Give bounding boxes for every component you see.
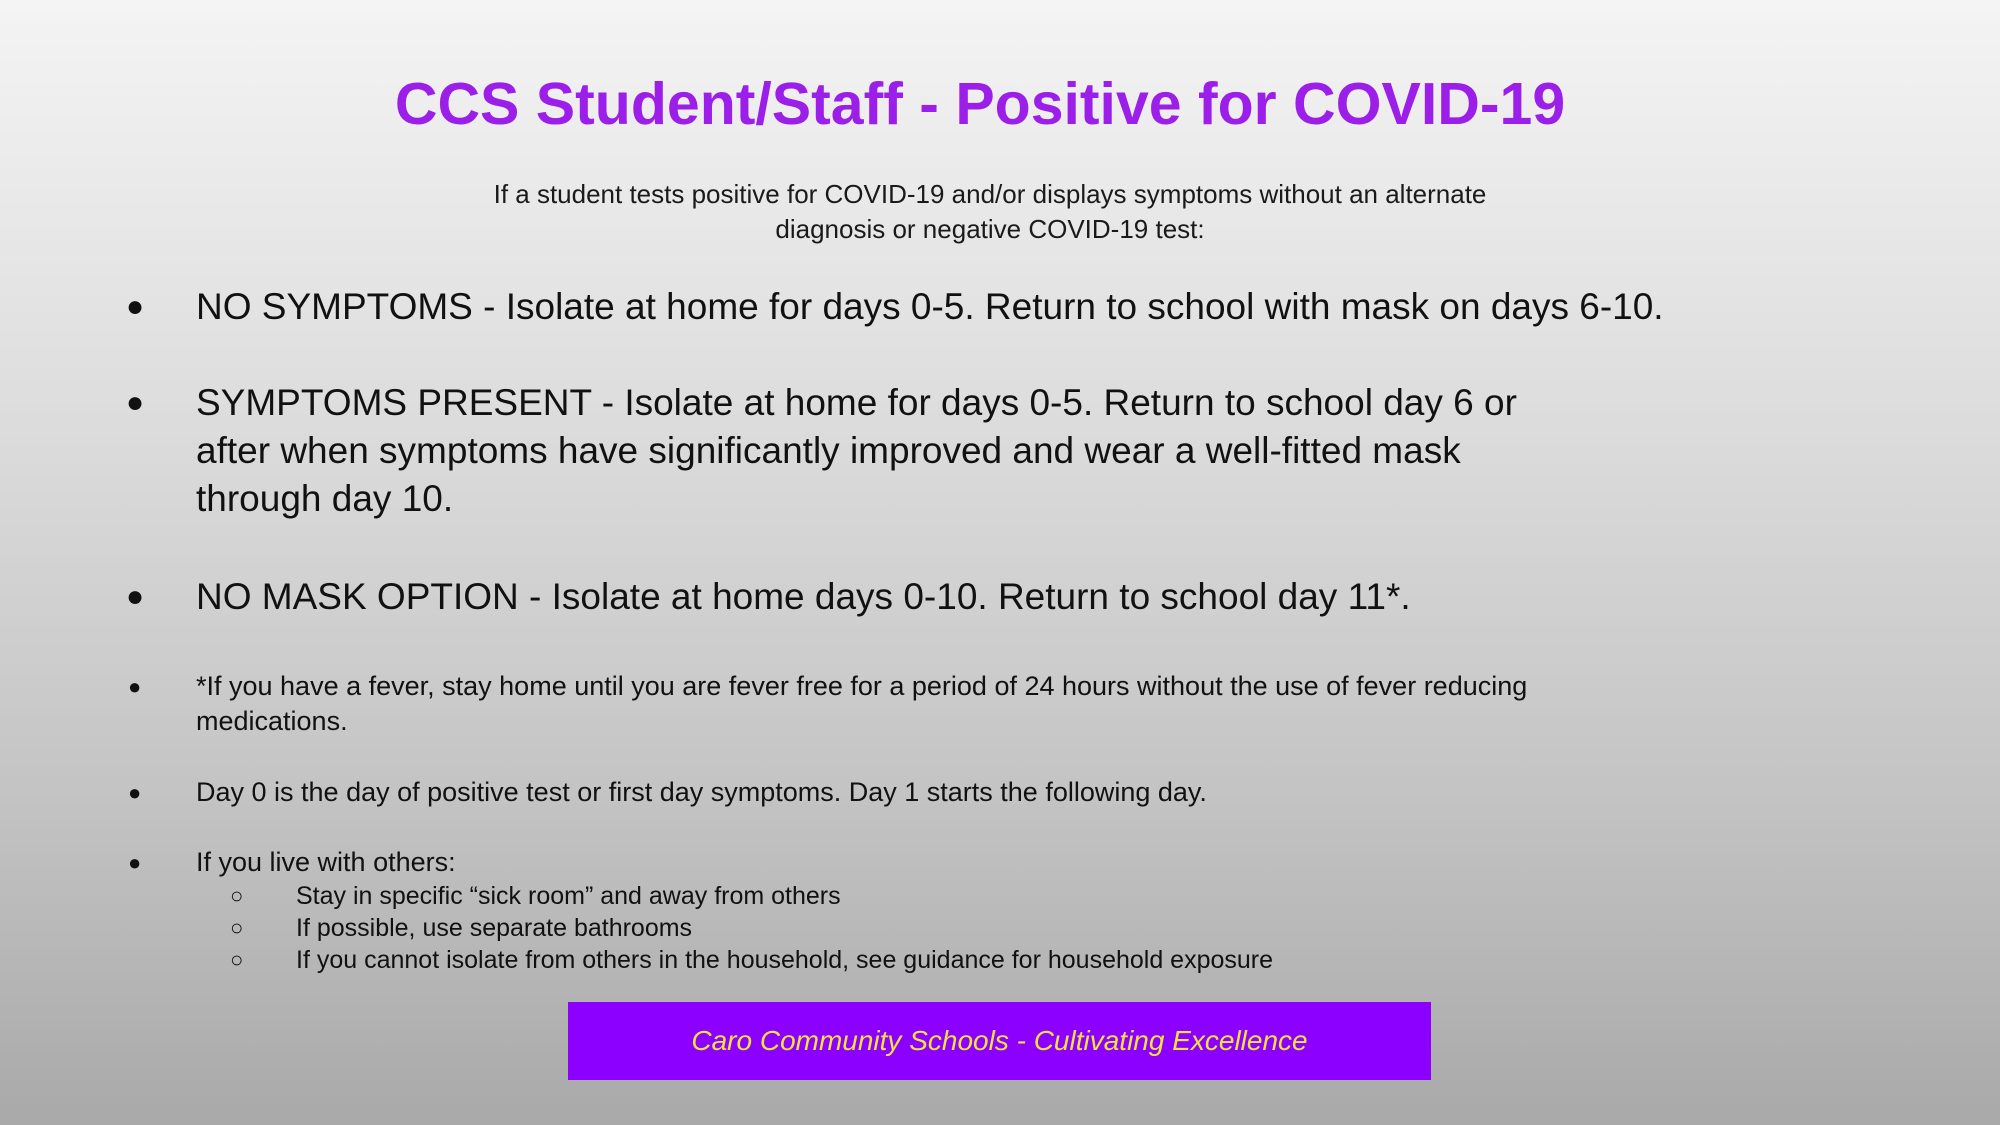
intro-line-1: If a student tests positive for COVID-19 and/or displays symptoms without an alternate (493, 179, 1487, 209)
circle-bullet-icon: ○ (230, 915, 244, 940)
note-text: If you live with others: (196, 847, 456, 877)
main-item-line-1: SYMPTOMS PRESENT - Isolate at home for days 0-5. Return to school day 6 or (196, 382, 1517, 423)
note-line-1: *If you have a fever, stay home until you are fever free for a period of 24 hours without the use of fever reducing (196, 671, 1528, 701)
footer-text: Caro Community Schools - Cultivating Excellence (691, 1025, 1308, 1056)
bullet-icon: ● (126, 580, 145, 613)
circle-bullet-icon: ○ (230, 883, 244, 908)
footer-banner (568, 1002, 1431, 1080)
intro-line-2: diagnosis or negative COVID-19 test: (775, 214, 1205, 244)
note-fever (128, 669, 1696, 739)
main-item-line-2: after when symptoms have significantly improved and wear a well-fitted mask (196, 430, 1461, 471)
circle-bullet-icon: ○ (230, 947, 244, 972)
note-text: Day 0 is the day of positive test or first day symptoms. Day 1 starts the following day. (196, 777, 1207, 807)
sub-item-text: Stay in specific “sick room” and away from others (296, 882, 841, 910)
main-item-no-symptoms (126, 283, 1796, 331)
sub-item-text: If possible, use separate bathrooms (296, 914, 693, 942)
page-title: CCS Student/Staff - Positive for COVID-19 (394, 71, 1566, 137)
bullet-icon: ● (128, 780, 142, 805)
bullet-icon: ● (126, 290, 145, 323)
main-item-symptoms-present (126, 379, 1796, 523)
sub-list (196, 880, 1696, 976)
sub-item-text: If you cannot isolate from others in the household, see guidance for household exposure (296, 946, 1274, 974)
intro-paragraph (440, 177, 1540, 247)
main-item-text: NO MASK OPTION - Isolate at home days 0-10. Return to school day 11*. (196, 576, 1411, 617)
bullet-icon: ● (126, 386, 145, 419)
note-day-zero (128, 775, 1696, 810)
main-item-text: NO SYMPTOMS - Isolate at home for days 0-5. Return to school with mask on days 6-10. (196, 286, 1664, 327)
note-live-with-others (128, 845, 1696, 976)
main-item-no-mask-option (126, 573, 1796, 621)
note-line-2: medications. (196, 706, 348, 736)
sub-list-item (196, 912, 1696, 944)
bullet-icon: ● (128, 850, 142, 875)
sub-list-item (196, 880, 1696, 912)
sub-list-item (196, 944, 1696, 976)
bullet-icon: ● (128, 674, 142, 699)
main-item-line-3: through day 10. (196, 478, 454, 519)
